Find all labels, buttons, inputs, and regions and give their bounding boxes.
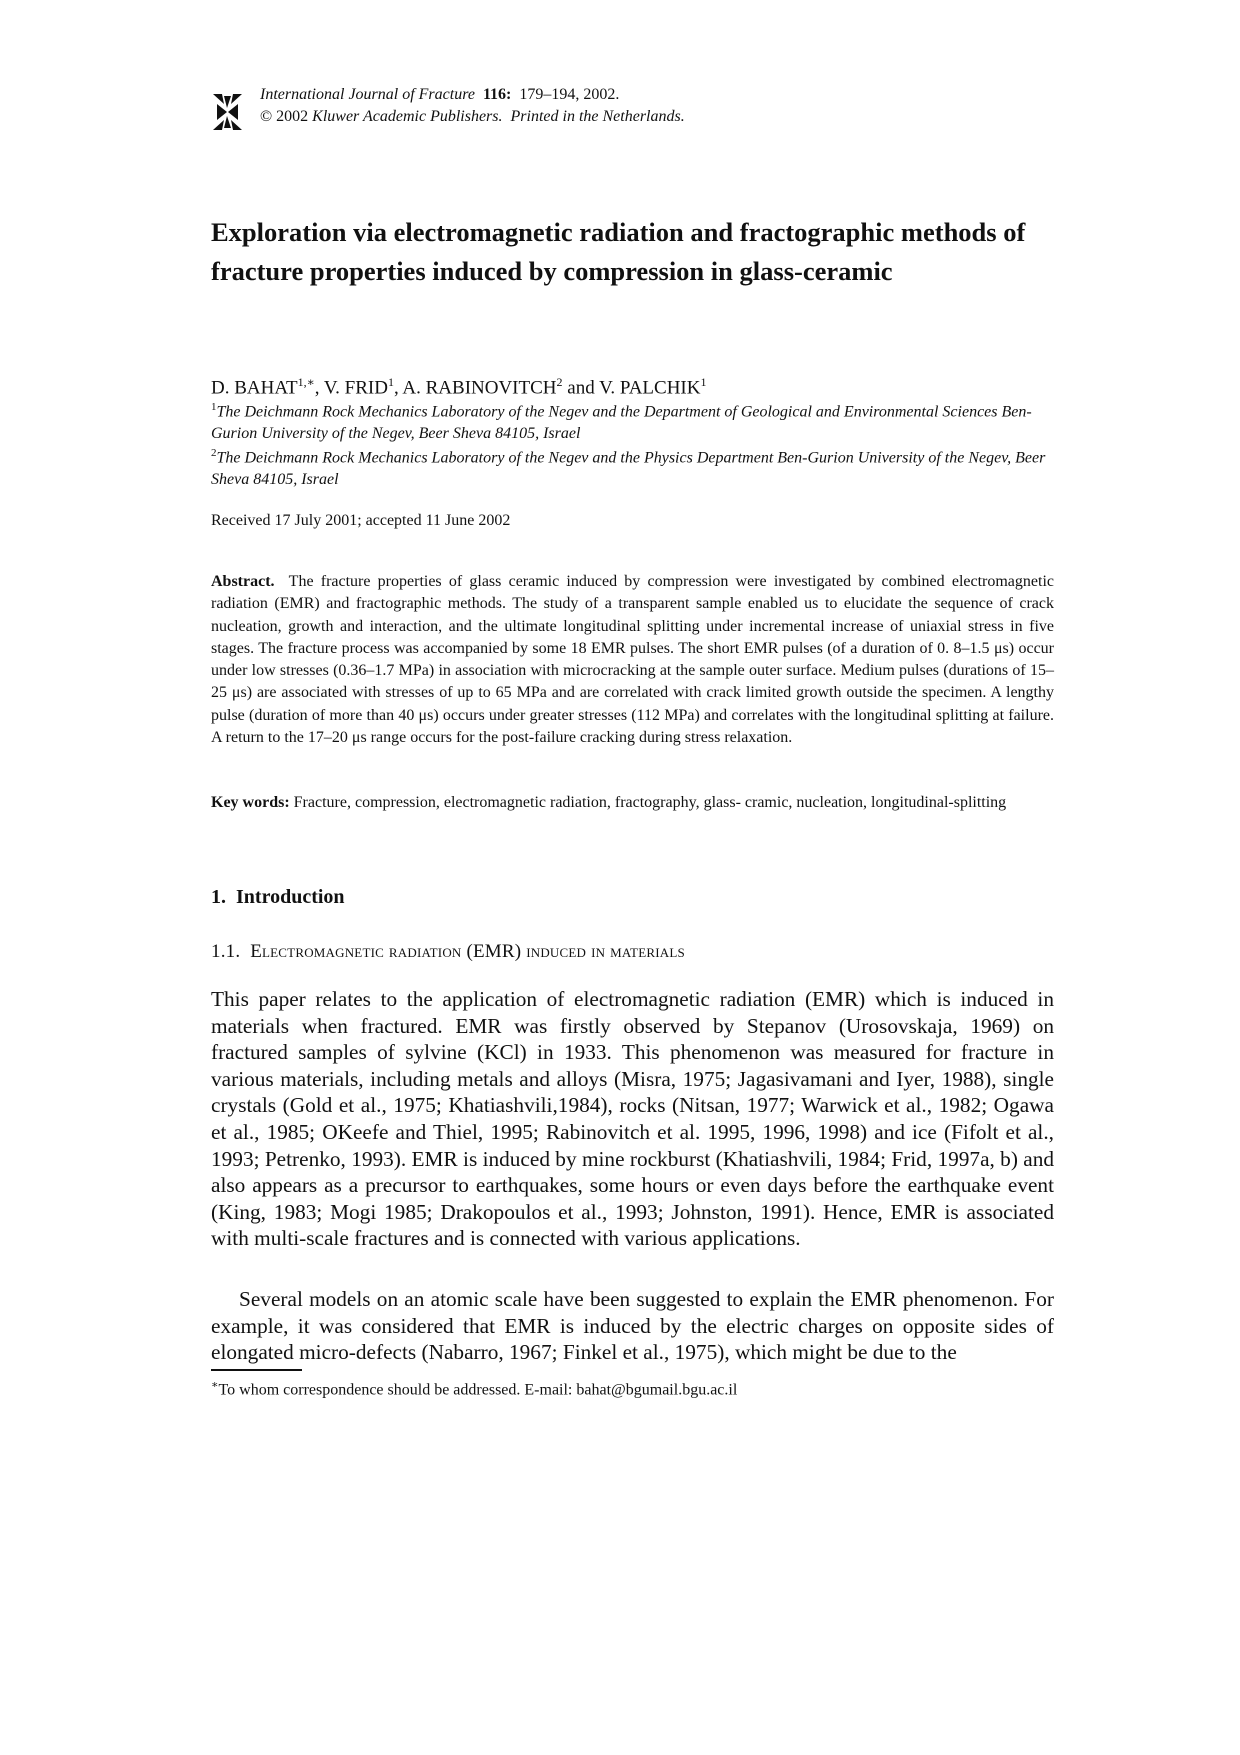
paper-title: Exploration via electromagnetic radiation and fractographic methods of fracture properties induced by compression in glass-ceramic — [211, 217, 1026, 286]
author-name: A. RABINOVITCH — [402, 377, 557, 399]
author-mark: 1 — [700, 375, 707, 389]
printed-location: Printed in the Netherlands. — [510, 108, 685, 125]
journal-name: International Journal of Fracture — [260, 86, 475, 103]
keywords-label: Key words: — [211, 794, 290, 811]
author-name: V. PALCHIK — [599, 377, 701, 399]
section-title: Introduction — [236, 886, 345, 908]
keywords-text: Fracture, compression, electromagnetic radiation, fractography, glass- cramic, nucleation, longitudinal-splitting — [293, 794, 1007, 811]
keywords — [211, 792, 1054, 814]
author-name: D. BAHAT — [211, 377, 298, 399]
journal-pages: 179–194, 2002. — [519, 86, 620, 103]
section-number: 1. — [211, 886, 226, 908]
footnote-mark: ∗ — [211, 1379, 219, 1391]
footnote — [211, 1374, 737, 1401]
author-mark: 2 — [556, 375, 563, 389]
footnote-text: To whom correspondence should be addressed. E-mail: bahat@bgumail.bgu.ac.il — [218, 1381, 738, 1399]
author-name: V. FRID — [323, 377, 388, 399]
journal-citation — [260, 84, 685, 128]
abstract — [211, 571, 1054, 749]
subsection-title: Electromagnetic radiation (EMR) induced in materials — [250, 941, 685, 962]
abstract-text: The fracture properties of glass ceramic induced by compression were investigated by combined electromagnetic radiation (EMR) and fractographic methods. The study of a transparent sample enabled us to elucidate the sequence of crack nucleation, growth and interaction, and the ultimate longitudinal splitting under incremental increase of uniaxial stress in five stages. The fracture process was accompanied by some 18 EMR pulses. The short EMR pulses (of a duration of 0. 8–1.5 μs) occur under low stresses (0.36–1.7 MPa) in association with microcracking at the sample outer surface. Medium pulses (durations of 15–25 μs) are associated with stresses of up to 65 MPa and are correlated with crack limited growth outside the specimen. A lengthy pulse (duration of more than 40 μs) occurs under greater stresses (112 MPa) and correlates with the longitudinal splitting at failure. A return to the 17–20 μs range occurs for the post-failure cracking during stress relaxation. — [211, 573, 1055, 747]
publisher-name: Kluwer Academic Publishers. — [312, 108, 503, 125]
journal-header — [211, 84, 1054, 134]
affiliation-text: The Deichmann Rock Mechanics Laboratory of the Negev and the Physics Department Ben-Gurion University of the Negev, Beer Sheva 84105, Israel — [211, 449, 1046, 489]
abstract-label: Abstract. — [211, 573, 275, 590]
received-dates: Received 17 July 2001; accepted 11 June 2002 — [211, 512, 511, 529]
affiliation-mark: 1 — [211, 401, 217, 413]
journal-volume: 116: — [482, 86, 512, 103]
affiliation — [211, 396, 1054, 445]
author-mark: 1 — [387, 375, 394, 389]
footnote-rule — [211, 1369, 302, 1371]
section-heading — [211, 886, 345, 909]
affiliation-text: The Deichmann Rock Mechanics Laboratory of the Negev and the Department of Geological and Environmental Sciences Ben-Gurion University of the Negev, Beer Sheva 84105, Israel — [211, 403, 1032, 443]
copyright-symbol: © — [260, 108, 273, 125]
subsection-heading — [211, 941, 685, 963]
affiliation — [211, 442, 1054, 491]
author-mark: 1,∗ — [297, 375, 315, 389]
author-list: D. $BAHAT^{1,∗}$, V. FRID$^1$, A. RABINOVITCH$^2$ and V. PALCHIK$^1$ — [211, 375, 707, 399]
publisher-logo-icon — [211, 92, 244, 132]
body-paragraph: Several models on an atomic scale have been suggested to explain the EMR phenomenon. For example, it was considered that EMR is induced by the electric charges on opposite sides of elongated micro-defects (Nabarro, 1967; Finkel et al., 1975), which might be due to the — [211, 1287, 1054, 1365]
body-paragraph: This paper relates to the application of electromagnetic radiation (EMR) which is induced in materials when fractured. EMR was firstly observed by Stepanov (Urosovskaja, 1969) on fractured samples of sylvine (KCl) in 1933. This phenomenon was measured for fracture in various materials, including metals and alloys (Misra, 1975; Jagasivamani and Iyer, 1988), single crystals (Gold et al., 1975; Khatiashvili,1984), rocks (Nitsan, 1977; Warwick et al., 1982; Ogawa et al., 1985; OKeefe and Thiel, 1995; Rabinovitch et al. 1995, 1996, 1998) and ice (Fifolt et al., 1993; Petrenko, 1993). EMR is induced by mine rockburst (Khatiashvili, 1984; Frid, 1997a, b) and also appears as a precursor to earthquakes, some hours or even days before the earthquake event (King, 1983; Mogi 1985; Drakopoulos et al., 1993; Johnston, 1991). Hence, EMR is associated with multi-scale fractures and is connected with various applications. — [211, 987, 1054, 1251]
affiliation-mark: 2 — [211, 447, 217, 459]
copyright-year: 2002 — [276, 108, 309, 125]
subsection-number: 1.1. — [211, 941, 241, 962]
